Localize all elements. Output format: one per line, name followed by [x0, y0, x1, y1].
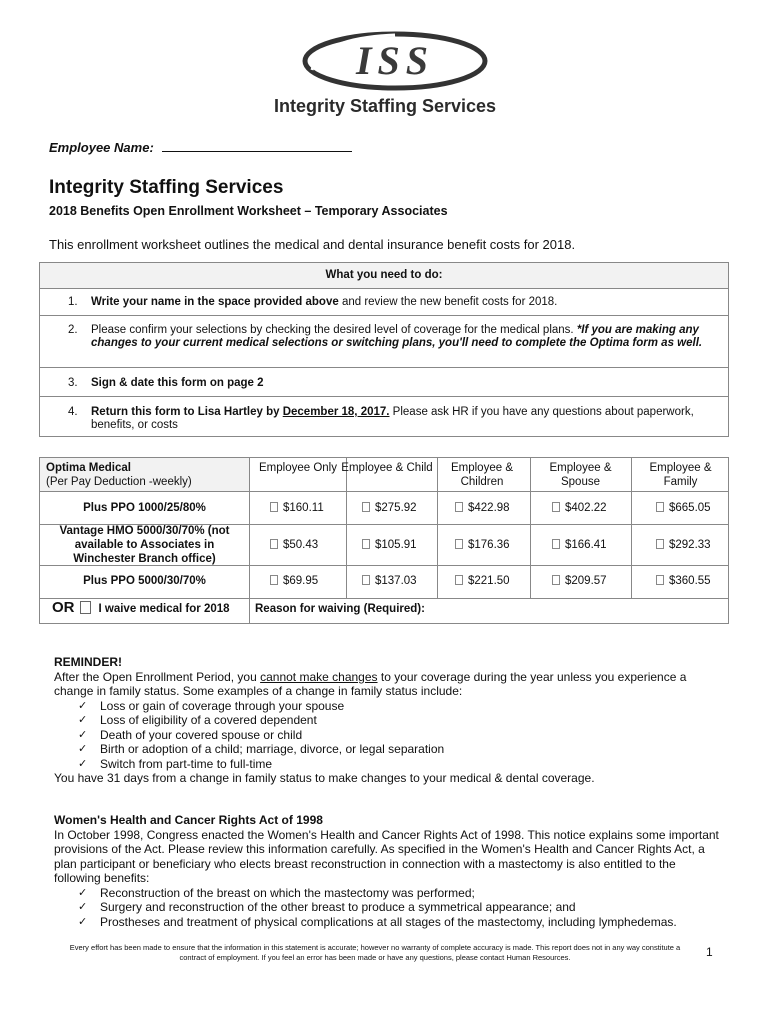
- checkbox: [270, 539, 278, 549]
- logo-text: ISS: [355, 38, 435, 83]
- price-option[interactable]: $665.05: [656, 501, 711, 515]
- waive-checkbox: [80, 601, 91, 614]
- col-header: Employee & Child: [341, 462, 433, 474]
- todo-text: Please ask HR if you have any questions about paperwork, benefits, or costs: [91, 406, 694, 431]
- checkbox: [455, 539, 463, 549]
- price-option[interactable]: $221.50: [455, 574, 510, 588]
- list-item: ✓ Death of your covered spouse or child: [78, 727, 303, 742]
- col-header: Employee & Spouse: [549, 462, 612, 488]
- whcra-section: [54, 813, 724, 929]
- price-option[interactable]: $105.91: [362, 538, 417, 552]
- waive-reason-label: Reason for waiving (Required):: [255, 603, 425, 615]
- page-subtitle: 2018 Benefits Open Enrollment Worksheet – Temporary Associates: [49, 204, 448, 218]
- price-option[interactable]: $360.55: [656, 574, 711, 588]
- checkbox: [656, 575, 664, 585]
- todo-text: and review the new benefit costs for 2018.: [338, 296, 558, 308]
- checkbox: [362, 502, 370, 512]
- checkbox: [270, 502, 278, 512]
- plan-name: Vantage HMO 5000/30/70% (not available to Associates in Winchester Branch office): [59, 525, 230, 565]
- price-option[interactable]: $402.22: [552, 501, 607, 515]
- reminder-closing: You have 31 days from a change in family status to make changes to your medical & dental coverage.: [54, 771, 595, 785]
- intro-text: This enrollment worksheet outlines the medical and dental insurance benefit costs for 2018.: [49, 237, 576, 252]
- col-header: Employee Only: [259, 462, 337, 474]
- list-item: ✓ Switch from part-time to full-time: [78, 756, 273, 771]
- todo-bold: *If you are making any changes to your current medical selections or switching plans, you'll need to complete the Optima form as well.: [91, 324, 703, 349]
- todo-num: 4.: [68, 406, 78, 418]
- price-option[interactable]: $160.11: [270, 501, 324, 515]
- medical-title: Optima Medical: [46, 462, 131, 474]
- price-option[interactable]: $176.36: [455, 538, 510, 552]
- todo-box: [39, 262, 729, 437]
- checkbox: [656, 502, 664, 512]
- employee-name-label: Employee Name: [49, 140, 150, 155]
- price-option[interactable]: $422.98: [455, 501, 510, 515]
- list-item: ✓ Loss of eligibility of a covered dependent: [78, 713, 317, 727]
- checkbox: [552, 575, 560, 585]
- todo-bold: Return this form to Lisa Hartley by: [91, 406, 283, 418]
- page-number: 1: [706, 945, 713, 959]
- list-item: ✓ Birth or adoption of a child; marriage, divorce, or legal separation: [78, 742, 445, 756]
- todo-bold: Write your name in the space provided above: [91, 296, 339, 308]
- check-icon: ✓: [78, 728, 88, 741]
- reminder-text: After the Open Enrollment Period, you cannot make changes to your coverage during the year unless you experience a change in family status. Some examples of a change in family status include:: [54, 669, 687, 698]
- todo-text: Please confirm your selections by checking the desired level of coverage for the medical plans.: [91, 324, 577, 336]
- price-option[interactable]: $209.57: [552, 574, 607, 588]
- list-item: ✓ Reconstruction of the breast on which the mastectomy was performed;: [78, 885, 475, 900]
- price-option[interactable]: $137.03: [362, 574, 417, 588]
- whcra-heading: Women's Health and Cancer Rights Act of 1998: [54, 813, 323, 827]
- checkbox: [455, 575, 463, 585]
- waive-option[interactable]: [52, 601, 230, 616]
- medical-title-cell: [46, 461, 192, 489]
- medical-table: [39, 457, 729, 624]
- check-icon: ✓: [78, 915, 88, 928]
- whcra-list: [54, 886, 724, 930]
- price-option[interactable]: $69.95: [270, 574, 318, 588]
- checkbox: [362, 539, 370, 549]
- plan-name: Plus PPO 5000/30/70%: [83, 575, 206, 587]
- checkbox: [552, 539, 560, 549]
- checkbox: [455, 502, 463, 512]
- company-logo: [300, 30, 490, 92]
- todo-num: 1.: [68, 296, 78, 308]
- check-icon: ✓: [78, 901, 88, 913]
- todo-deadline: December 18, 2017.: [282, 406, 390, 418]
- plan-name: Plus PPO 1000/25/80%: [83, 502, 206, 514]
- col-header: Employee & Children: [450, 462, 513, 488]
- reminder-section: [54, 655, 724, 786]
- reminder-list: [54, 699, 724, 772]
- checkbox: [270, 575, 278, 585]
- check-icon: ✓: [78, 886, 88, 899]
- todo-item: [40, 367, 728, 397]
- checkbox: [552, 502, 560, 512]
- waive-or: OR: [52, 599, 75, 616]
- todo-num: 3.: [68, 377, 78, 389]
- todo-heading: What you need to do:: [40, 263, 728, 289]
- whcra-text: In October 1998, Congress enacted the Women's Health and Cancer Rights Act of 1998. This notice explains some important provisions of the Act. Please review this information carefully. As specified in the Women's Health and Cancer Rights Act, a plan participant or beneficiary who elects breast reconstruction in connection with a mastectomy is also entitled to the following benefits:: [54, 827, 719, 885]
- price-option[interactable]: $166.41: [552, 538, 607, 552]
- list-item: ✓ Loss or gain of coverage through your spouse: [78, 698, 345, 713]
- check-icon: ✓: [78, 714, 88, 726]
- todo-item: [40, 396, 728, 437]
- reminder-heading: REMINDER!: [54, 655, 122, 669]
- checkbox: [656, 539, 664, 549]
- company-heading: Integrity Staffing Services: [273, 96, 497, 116]
- price-option[interactable]: $275.92: [362, 501, 417, 515]
- waive-label: I waive medical for 2018: [98, 603, 230, 615]
- todo-num: 2.: [68, 324, 78, 336]
- page-title: Integrity Staffing Services: [49, 177, 284, 198]
- check-icon: ✓: [78, 743, 88, 755]
- footer-disclaimer: Every effort has been made to ensure that the information in this statement is accurate; however no warranty of complete accuracy is made. This report does not in any way constitute a contract of employment. If you feel an error has been made or have any questions, please contact Human Resources.: [69, 943, 681, 962]
- todo-item: [40, 288, 728, 316]
- medical-subtitle: (Per Pay Deduction -weekly): [46, 476, 192, 488]
- todo-bold: Sign & date this form on page 2: [91, 377, 264, 389]
- col-header: Employee & Family: [649, 462, 712, 488]
- checkbox: [362, 575, 370, 585]
- employee-name-row: Employee Name:: [49, 140, 352, 155]
- price-option[interactable]: $50.43: [270, 538, 318, 552]
- todo-item: [40, 315, 728, 368]
- check-icon: ✓: [78, 757, 88, 770]
- check-icon: ✓: [78, 699, 88, 712]
- list-item: ✓ Prostheses and treatment of physical complications at all stages of the mastectomy, including lymphedemas.: [78, 914, 677, 929]
- employee-name-field[interactable]: [162, 140, 352, 152]
- price-option[interactable]: $292.33: [656, 538, 711, 552]
- list-item: ✓ Surgery and reconstruction of the other breast to produce a symmetrical appearance; and: [78, 900, 576, 914]
